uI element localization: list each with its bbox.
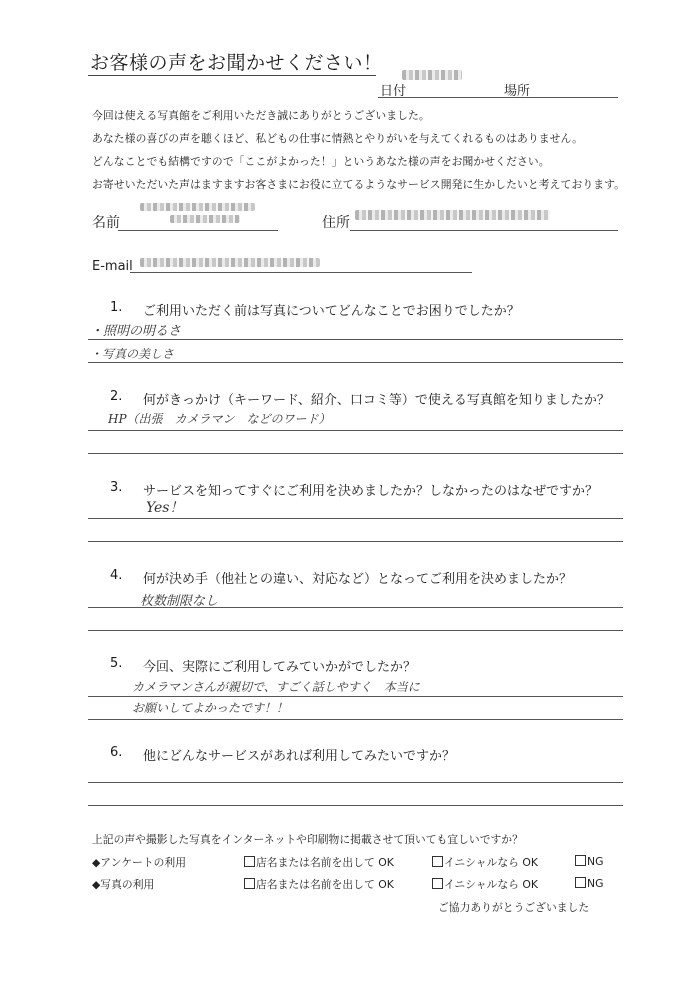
name-redacted-2 <box>170 215 240 223</box>
q2-line-2 <box>88 453 623 454</box>
q6-line-1 <box>88 782 623 783</box>
thanks-text: ご協力ありがとうございました <box>438 901 590 914</box>
intro-line-2: あなた様の喜びの声を聴くほど、私どもの仕事に情熱とやりがいを与えてくれるものはありません。 <box>92 132 584 145</box>
name-line <box>118 230 278 231</box>
email-line <box>130 272 472 273</box>
address-redacted <box>355 210 550 220</box>
consent-question: 上記の声や撮影した写真をインターネットや印刷物に掲載させて頂いても宜しいですか？ <box>92 833 523 846</box>
q4-number: 4. <box>110 568 123 583</box>
name-redacted-1 <box>140 203 255 211</box>
q4-answer-1: 枚数制限なし <box>140 594 219 609</box>
place-line <box>500 97 618 98</box>
q4-line-1 <box>88 607 623 608</box>
q6-number: 6. <box>110 745 123 760</box>
checkbox-icon[interactable] <box>244 856 255 867</box>
q5-line-2 <box>88 719 623 720</box>
place-label: 場所 <box>504 84 531 99</box>
q2-text: 何がきっかけ（キーワード、紹介、口コミ等）で使える写真館を知りましたか？ <box>143 393 610 408</box>
q5-line-1 <box>88 696 623 697</box>
intro-line-3: どんなことでも結構ですので「ここがよかった！」というあなた様の声をお聞かせください。 <box>92 155 550 168</box>
checkbox-icon[interactable] <box>432 856 443 867</box>
email-label: E-mail <box>92 259 133 274</box>
q5-answer-1: カメラマンさんが親切で、すごく話しやすく 本当に <box>132 680 420 694</box>
q3-answer-1: Yes！ <box>146 500 184 516</box>
date-line <box>378 97 500 98</box>
q1-line-1 <box>88 339 623 340</box>
intro-line-4: お寄せいただいた声はますますお客さまにお役に立てるようなサービス開発に生かしたいと考えております。 <box>92 178 626 191</box>
q5-number: 5. <box>110 656 123 671</box>
intro-line-1: 今回は使える写真館をご利用いただき誠にありがとうございました。 <box>92 109 430 122</box>
checkbox-icon[interactable] <box>432 878 443 889</box>
q5-answer-2: お願いしてよかったです！！ <box>132 701 289 715</box>
checkbox-icon[interactable] <box>575 855 586 866</box>
q1-number: 1. <box>110 300 123 315</box>
consent-photo-opt2[interactable]: イニシャルなら OK <box>432 877 538 892</box>
q6-text: 他にどんなサービスがあれば利用してみたいですか？ <box>143 749 456 764</box>
page-title: お客様の声をお聞かせください！ <box>90 52 383 74</box>
name-label: 名前 <box>92 215 120 231</box>
q1-line-2 <box>88 362 623 363</box>
q1-answer-1: ・照明の明るさ <box>90 324 182 339</box>
date-label: 日付 <box>380 84 407 99</box>
q2-line-1 <box>88 430 623 431</box>
consent-survey-opt3[interactable]: NG <box>575 855 603 868</box>
consent-photo-opt1[interactable]: 店名または名前を出して OK <box>244 877 394 892</box>
q3-text: サービスを知ってすぐにご利用を決めましたか？しなかったのはなぜですか？ <box>143 484 599 499</box>
consent-survey-label: ◆アンケートの利用 <box>92 856 187 869</box>
q1-text: ご利用いただく前は写真についてどんなことでお困りでしたか？ <box>143 304 520 319</box>
q3-number: 3. <box>110 480 123 495</box>
consent-survey-opt2[interactable]: イニシャルなら OK <box>432 855 538 870</box>
q4-text: 何が決め手（他社との違い、対応など）となってご利用を決めましたか？ <box>143 572 573 587</box>
q6-line-2 <box>88 805 623 806</box>
q3-line-1 <box>88 518 623 519</box>
q1-answer-2: ・写真の美しさ <box>90 347 175 361</box>
address-label: 住所 <box>322 215 350 231</box>
consent-survey-opt1[interactable]: 店名または名前を出して OK <box>244 855 394 870</box>
address-line <box>350 230 618 231</box>
email-redacted <box>140 258 320 267</box>
q2-number: 2. <box>110 389 123 404</box>
checkbox-icon[interactable] <box>575 877 586 888</box>
q2-answer-1: HP（出張 カメラマン などのワード） <box>108 412 331 426</box>
checkbox-icon[interactable] <box>244 878 255 889</box>
q4-line-2 <box>88 630 623 631</box>
title-underline <box>88 75 376 76</box>
consent-photo-label: ◆写真の利用 <box>92 878 155 891</box>
consent-photo-opt3[interactable]: NG <box>575 877 603 890</box>
date-redacted <box>402 70 462 80</box>
q3-line-2 <box>88 541 623 542</box>
q5-text: 今回、実際にご利用してみていかがでしたか？ <box>143 660 417 675</box>
